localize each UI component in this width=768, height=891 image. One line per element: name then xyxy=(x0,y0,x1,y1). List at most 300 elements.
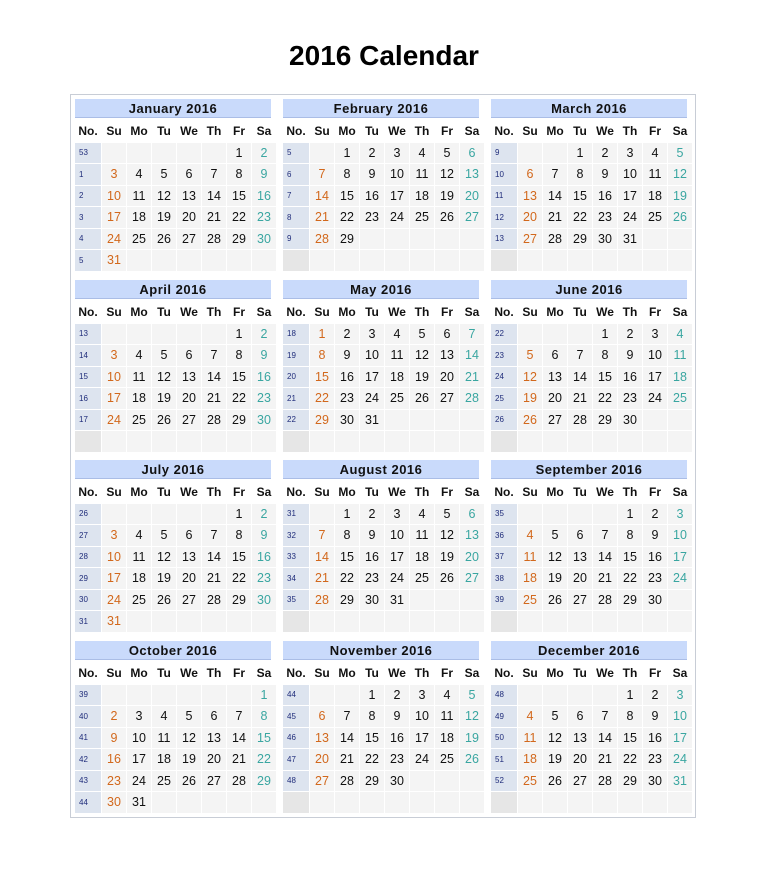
day-cell: 16 xyxy=(618,367,642,388)
weekday-header: Sa xyxy=(672,485,688,500)
day-cell: 3 xyxy=(385,504,409,525)
empty-day-cell xyxy=(568,504,592,525)
week-number: 13 xyxy=(75,324,101,345)
day-cell: 6 xyxy=(435,324,459,345)
week-number: 44 xyxy=(283,685,309,706)
day-cell: 29 xyxy=(310,410,334,431)
day-cell: 14 xyxy=(335,728,359,749)
day-cell: 27 xyxy=(568,771,592,792)
day-cell: 26 xyxy=(410,388,434,409)
day-cell: 13 xyxy=(435,345,459,366)
empty-day-cell xyxy=(310,143,334,164)
day-cell: 3 xyxy=(668,685,692,706)
day-cell: 22 xyxy=(335,568,359,589)
day-cell: 22 xyxy=(593,388,617,409)
day-cell: 29 xyxy=(335,590,359,611)
day-cell: 17 xyxy=(127,749,151,770)
day-cell: 14 xyxy=(568,367,592,388)
empty-day-cell xyxy=(618,250,642,271)
empty-day-cell xyxy=(410,431,434,452)
week-number xyxy=(491,250,517,271)
day-cell: 30 xyxy=(618,410,642,431)
week-number: 44 xyxy=(75,792,101,813)
day-cell: 3 xyxy=(385,143,409,164)
day-cell: 20 xyxy=(202,749,226,770)
empty-day-cell xyxy=(543,324,567,345)
empty-day-cell xyxy=(227,685,251,706)
weekday-header: We xyxy=(596,485,614,500)
day-cell: 11 xyxy=(518,547,542,568)
week-number: 49 xyxy=(491,706,517,727)
day-cell: 1 xyxy=(335,143,359,164)
day-cell: 28 xyxy=(593,590,617,611)
week-number: 31 xyxy=(283,504,309,525)
day-cell: 5 xyxy=(543,706,567,727)
day-cell: 9 xyxy=(643,525,667,546)
empty-day-cell xyxy=(543,504,567,525)
weekday-header: Fr xyxy=(649,666,661,681)
day-cell: 9 xyxy=(102,728,126,749)
empty-day-cell xyxy=(102,431,126,452)
empty-day-cell xyxy=(127,611,151,632)
day-cell: 16 xyxy=(593,186,617,207)
empty-day-cell xyxy=(152,504,176,525)
week-number xyxy=(491,792,517,813)
day-cell: 23 xyxy=(252,207,276,228)
week-number-header: No. xyxy=(78,124,98,139)
empty-day-cell xyxy=(643,229,667,250)
week-number: 7 xyxy=(283,186,309,207)
day-cell: 23 xyxy=(360,568,384,589)
day-cell: 24 xyxy=(385,207,409,228)
week-number: 24 xyxy=(491,367,517,388)
day-cell: 14 xyxy=(310,186,334,207)
day-cell: 25 xyxy=(385,388,409,409)
day-cell: 18 xyxy=(410,186,434,207)
empty-day-cell xyxy=(543,611,567,632)
day-cell: 31 xyxy=(385,590,409,611)
empty-day-cell xyxy=(152,250,176,271)
empty-day-cell xyxy=(543,431,567,452)
weekday-header: Th xyxy=(206,666,222,681)
month-block xyxy=(491,280,687,452)
weekday-header: Sa xyxy=(464,666,480,681)
empty-day-cell xyxy=(252,250,276,271)
month-title: September 2016 xyxy=(491,460,687,479)
day-cell: 17 xyxy=(618,186,642,207)
weekday-header: Fr xyxy=(649,305,661,320)
day-cell: 17 xyxy=(102,207,126,228)
week-number: 48 xyxy=(283,771,309,792)
month-grid xyxy=(283,482,479,632)
day-cell: 25 xyxy=(152,771,176,792)
day-cell: 16 xyxy=(643,728,667,749)
day-cell: 21 xyxy=(543,207,567,228)
day-cell: 30 xyxy=(643,590,667,611)
weekday-header: Mo xyxy=(338,124,356,139)
day-cell: 4 xyxy=(385,324,409,345)
week-number: 16 xyxy=(75,388,101,409)
day-cell: 4 xyxy=(127,345,151,366)
weekday-header: Su xyxy=(522,666,538,681)
day-cell: 12 xyxy=(152,367,176,388)
day-cell: 22 xyxy=(360,749,384,770)
week-number: 27 xyxy=(75,525,101,546)
day-cell: 31 xyxy=(618,229,642,250)
day-cell: 27 xyxy=(177,229,201,250)
month-grid xyxy=(491,121,687,271)
week-number: 45 xyxy=(283,706,309,727)
day-cell: 15 xyxy=(227,367,251,388)
day-cell: 4 xyxy=(127,525,151,546)
day-cell: 6 xyxy=(177,345,201,366)
month-grid xyxy=(75,302,271,452)
month-block xyxy=(283,99,479,271)
week-number: 3 xyxy=(75,207,101,228)
weekday-header: Th xyxy=(622,124,638,139)
empty-day-cell xyxy=(668,431,692,452)
week-number: 23 xyxy=(491,345,517,366)
empty-day-cell xyxy=(543,685,567,706)
empty-day-cell xyxy=(202,431,226,452)
day-cell: 17 xyxy=(668,728,692,749)
day-cell: 29 xyxy=(252,771,276,792)
empty-day-cell xyxy=(310,504,334,525)
day-cell: 18 xyxy=(435,728,459,749)
empty-day-cell xyxy=(618,792,642,813)
day-cell: 5 xyxy=(435,143,459,164)
week-number: 10 xyxy=(491,164,517,185)
day-cell: 5 xyxy=(152,345,176,366)
day-cell: 8 xyxy=(335,525,359,546)
day-cell: 31 xyxy=(102,250,126,271)
weekday-header: We xyxy=(180,305,198,320)
weekday-header: Su xyxy=(314,305,330,320)
day-cell: 2 xyxy=(252,504,276,525)
empty-day-cell xyxy=(435,410,459,431)
empty-day-cell xyxy=(435,771,459,792)
empty-day-cell xyxy=(310,431,334,452)
day-cell: 19 xyxy=(152,568,176,589)
day-cell: 2 xyxy=(593,143,617,164)
day-cell: 1 xyxy=(227,324,251,345)
day-cell: 6 xyxy=(568,706,592,727)
day-cell: 29 xyxy=(593,410,617,431)
week-number xyxy=(283,250,309,271)
day-cell: 13 xyxy=(543,367,567,388)
empty-day-cell xyxy=(252,792,276,813)
month-title: May 2016 xyxy=(283,280,479,299)
day-cell: 14 xyxy=(310,547,334,568)
day-cell: 19 xyxy=(518,388,542,409)
day-cell: 17 xyxy=(385,186,409,207)
week-number: 15 xyxy=(75,367,101,388)
week-number-header: No. xyxy=(494,124,514,139)
week-number: 21 xyxy=(283,388,309,409)
day-cell: 25 xyxy=(127,410,151,431)
empty-day-cell xyxy=(127,504,151,525)
day-cell: 26 xyxy=(152,410,176,431)
month-grid xyxy=(491,482,687,632)
month-title: August 2016 xyxy=(283,460,479,479)
empty-day-cell xyxy=(593,431,617,452)
day-cell: 1 xyxy=(618,685,642,706)
month-grid xyxy=(283,302,479,452)
month-title: December 2016 xyxy=(491,641,687,660)
weekday-header: Th xyxy=(206,124,222,139)
month-grid xyxy=(75,482,271,632)
day-cell: 4 xyxy=(127,164,151,185)
day-cell: 11 xyxy=(668,345,692,366)
empty-day-cell xyxy=(460,611,484,632)
day-cell: 5 xyxy=(543,525,567,546)
day-cell: 21 xyxy=(310,568,334,589)
month-grid xyxy=(75,663,271,813)
weekday-header: Sa xyxy=(256,305,272,320)
day-cell: 24 xyxy=(127,771,151,792)
day-cell: 11 xyxy=(127,547,151,568)
day-cell: 21 xyxy=(202,568,226,589)
day-cell: 14 xyxy=(543,186,567,207)
day-cell: 30 xyxy=(252,410,276,431)
week-number xyxy=(283,792,309,813)
day-cell: 30 xyxy=(252,590,276,611)
day-cell: 28 xyxy=(310,590,334,611)
day-cell: 12 xyxy=(668,164,692,185)
empty-day-cell xyxy=(668,792,692,813)
week-number xyxy=(75,431,101,452)
day-cell: 11 xyxy=(385,345,409,366)
weekday-header: Th xyxy=(206,305,222,320)
day-cell: 31 xyxy=(102,611,126,632)
day-cell: 25 xyxy=(127,229,151,250)
day-cell: 21 xyxy=(227,749,251,770)
day-cell: 21 xyxy=(460,367,484,388)
week-number: 40 xyxy=(75,706,101,727)
weekday-header: Mo xyxy=(546,666,564,681)
empty-day-cell xyxy=(410,611,434,632)
day-cell: 20 xyxy=(177,568,201,589)
week-number: 35 xyxy=(283,590,309,611)
day-cell: 25 xyxy=(435,749,459,770)
day-cell: 15 xyxy=(227,547,251,568)
day-cell: 13 xyxy=(568,728,592,749)
week-number: 46 xyxy=(283,728,309,749)
empty-day-cell xyxy=(385,431,409,452)
day-cell: 10 xyxy=(410,706,434,727)
week-number: 26 xyxy=(75,504,101,525)
empty-day-cell xyxy=(177,685,201,706)
day-cell: 13 xyxy=(568,547,592,568)
day-cell: 7 xyxy=(227,706,251,727)
empty-day-cell xyxy=(618,611,642,632)
week-number: 35 xyxy=(491,504,517,525)
day-cell: 30 xyxy=(643,771,667,792)
day-cell: 7 xyxy=(202,164,226,185)
day-cell: 6 xyxy=(568,525,592,546)
week-number: 31 xyxy=(75,611,101,632)
empty-day-cell xyxy=(102,504,126,525)
day-cell: 27 xyxy=(202,771,226,792)
day-cell: 26 xyxy=(177,771,201,792)
day-cell: 13 xyxy=(310,728,334,749)
weekday-header: Sa xyxy=(672,305,688,320)
week-number: 6 xyxy=(283,164,309,185)
day-cell: 8 xyxy=(618,525,642,546)
day-cell: 12 xyxy=(543,728,567,749)
day-cell: 31 xyxy=(127,792,151,813)
empty-day-cell xyxy=(227,611,251,632)
week-number: 32 xyxy=(283,525,309,546)
day-cell: 16 xyxy=(360,547,384,568)
day-cell: 6 xyxy=(202,706,226,727)
day-cell: 10 xyxy=(643,345,667,366)
day-cell: 5 xyxy=(152,525,176,546)
day-cell: 15 xyxy=(593,367,617,388)
day-cell: 27 xyxy=(543,410,567,431)
empty-day-cell xyxy=(102,685,126,706)
day-cell: 8 xyxy=(335,164,359,185)
weekday-header: We xyxy=(388,124,406,139)
weekday-header: Th xyxy=(414,485,430,500)
weekday-header: Su xyxy=(522,485,538,500)
day-cell: 6 xyxy=(543,345,567,366)
month-block xyxy=(283,280,479,452)
weekday-header: Mo xyxy=(130,305,148,320)
day-cell: 17 xyxy=(360,367,384,388)
day-cell: 17 xyxy=(385,547,409,568)
day-cell: 18 xyxy=(152,749,176,770)
empty-day-cell xyxy=(310,611,334,632)
week-number: 36 xyxy=(491,525,517,546)
day-cell: 31 xyxy=(360,410,384,431)
day-cell: 18 xyxy=(668,367,692,388)
empty-day-cell xyxy=(643,611,667,632)
day-cell: 7 xyxy=(202,525,226,546)
empty-day-cell xyxy=(460,590,484,611)
day-cell: 24 xyxy=(410,749,434,770)
day-cell: 27 xyxy=(310,771,334,792)
day-cell: 17 xyxy=(102,388,126,409)
day-cell: 25 xyxy=(668,388,692,409)
empty-day-cell xyxy=(202,324,226,345)
day-cell: 24 xyxy=(102,229,126,250)
day-cell: 8 xyxy=(310,345,334,366)
day-cell: 4 xyxy=(518,706,542,727)
weekday-header: Mo xyxy=(338,485,356,500)
day-cell: 28 xyxy=(202,590,226,611)
week-number: 28 xyxy=(75,547,101,568)
week-number: 9 xyxy=(283,229,309,250)
day-cell: 22 xyxy=(227,207,251,228)
week-number: 5 xyxy=(75,250,101,271)
day-cell: 28 xyxy=(543,229,567,250)
empty-day-cell xyxy=(593,250,617,271)
weekday-header: Th xyxy=(414,124,430,139)
day-cell: 15 xyxy=(360,728,384,749)
empty-day-cell xyxy=(460,431,484,452)
weekday-header: Fr xyxy=(441,124,453,139)
day-cell: 30 xyxy=(335,410,359,431)
day-cell: 25 xyxy=(518,590,542,611)
week-number: 12 xyxy=(491,207,517,228)
day-cell: 5 xyxy=(177,706,201,727)
day-cell: 8 xyxy=(227,345,251,366)
week-number: 14 xyxy=(75,345,101,366)
empty-day-cell xyxy=(127,324,151,345)
day-cell: 18 xyxy=(518,749,542,770)
day-cell: 11 xyxy=(643,164,667,185)
empty-day-cell xyxy=(593,792,617,813)
empty-day-cell xyxy=(252,611,276,632)
day-cell: 8 xyxy=(593,345,617,366)
empty-day-cell xyxy=(202,504,226,525)
weekday-header: Fr xyxy=(649,485,661,500)
month-title: March 2016 xyxy=(491,99,687,118)
day-cell: 28 xyxy=(310,229,334,250)
weekday-header: We xyxy=(180,666,198,681)
week-number xyxy=(283,611,309,632)
empty-day-cell xyxy=(435,229,459,250)
day-cell: 13 xyxy=(202,728,226,749)
weekday-header: Tu xyxy=(157,485,171,500)
day-cell: 4 xyxy=(435,685,459,706)
day-cell: 21 xyxy=(335,749,359,770)
month-grid xyxy=(283,121,479,271)
empty-day-cell xyxy=(568,431,592,452)
day-cell: 8 xyxy=(618,706,642,727)
empty-day-cell xyxy=(435,792,459,813)
weekday-header: Su xyxy=(314,485,330,500)
weekday-header: Su xyxy=(522,305,538,320)
day-cell: 5 xyxy=(668,143,692,164)
day-cell: 20 xyxy=(177,207,201,228)
weekday-header: Tu xyxy=(157,666,171,681)
weekday-header: Fr xyxy=(233,485,245,500)
day-cell: 28 xyxy=(202,410,226,431)
day-cell: 10 xyxy=(668,706,692,727)
weekday-header: Th xyxy=(622,485,638,500)
day-cell: 29 xyxy=(618,771,642,792)
empty-day-cell xyxy=(518,324,542,345)
weekday-header: Sa xyxy=(464,305,480,320)
week-number xyxy=(491,611,517,632)
day-cell: 19 xyxy=(543,568,567,589)
week-number-header: No. xyxy=(78,485,98,500)
day-cell: 13 xyxy=(460,164,484,185)
empty-day-cell xyxy=(643,410,667,431)
day-cell: 7 xyxy=(593,706,617,727)
weekday-header: Fr xyxy=(233,666,245,681)
month-title: June 2016 xyxy=(491,280,687,299)
day-cell: 3 xyxy=(618,143,642,164)
week-number: 26 xyxy=(491,410,517,431)
empty-day-cell xyxy=(435,611,459,632)
day-cell: 19 xyxy=(435,186,459,207)
day-cell: 20 xyxy=(460,547,484,568)
week-number-header: No. xyxy=(286,124,306,139)
week-number: 5 xyxy=(283,143,309,164)
day-cell: 10 xyxy=(618,164,642,185)
day-cell: 18 xyxy=(385,367,409,388)
day-cell: 6 xyxy=(310,706,334,727)
day-cell: 15 xyxy=(618,547,642,568)
day-cell: 10 xyxy=(385,525,409,546)
day-cell: 22 xyxy=(335,207,359,228)
weekday-header: Sa xyxy=(672,666,688,681)
day-cell: 21 xyxy=(310,207,334,228)
day-cell: 11 xyxy=(127,186,151,207)
